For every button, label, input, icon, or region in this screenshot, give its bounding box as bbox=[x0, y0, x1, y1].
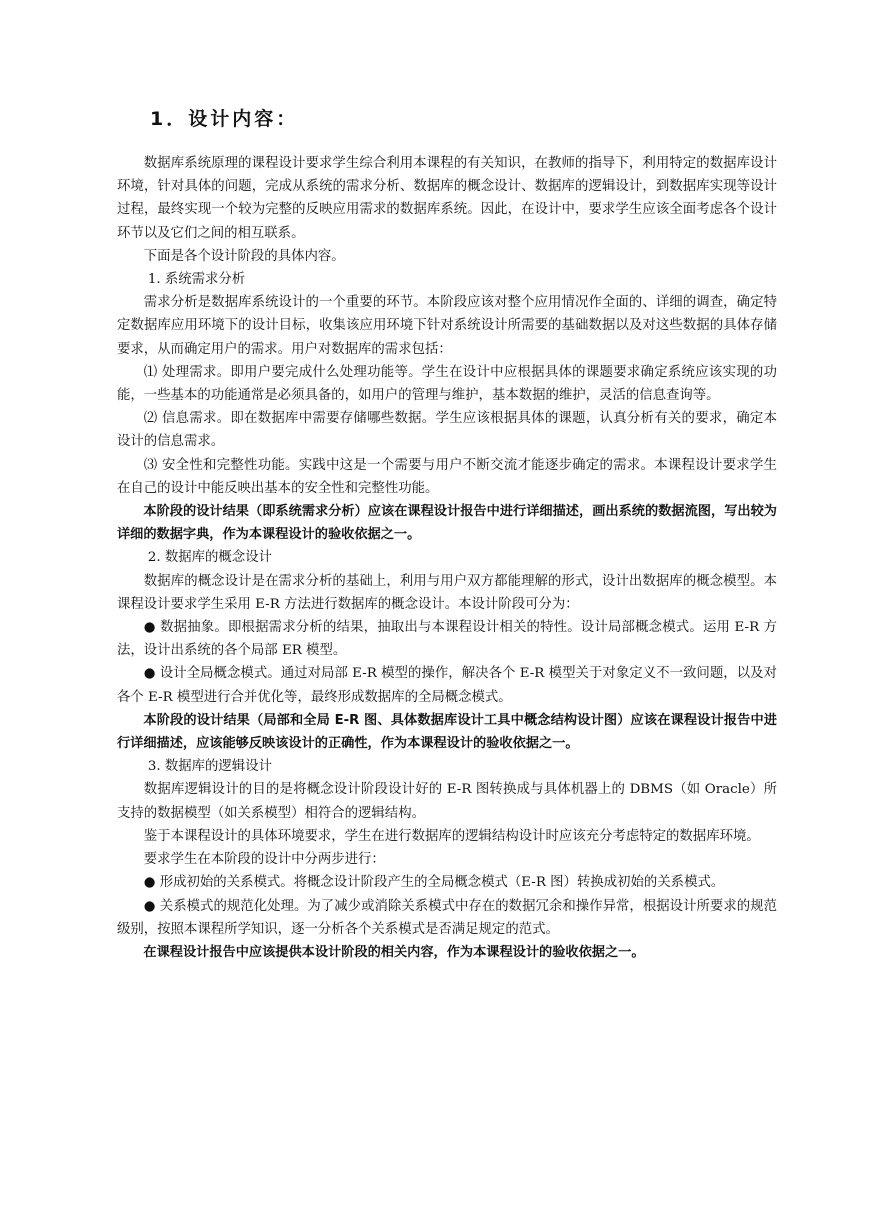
paragraph-stages: 下面是各个设计阶段的具体内容。 bbox=[143, 248, 345, 264]
bullet-normalization: ● 关系模式的规范化处理。为了减少或消除关系模式中存在的数据冗余和操作异常，根据设计所要求的规范级别，按照本课程所学知识，逐一分析各个关系模式是否满足规定的范式。 bbox=[117, 898, 777, 937]
paragraph-processing-needs: ⑴ 处理需求。即用户要完成什么处理功能等。学生在设计中应根据具体的课题要求确定系统应该实现的功能，一些基本的功能通常是必须具备的，如用户的管理与维护，基本数据的维护，灵活的信息查询等。 bbox=[117, 364, 777, 404]
paragraph-logical-environment: 鉴于本课程设计的具体环境要求，学生在进行数据库的逻辑结构设计时应该充分考虑特定的数据库环境。 bbox=[143, 828, 760, 844]
paragraph-logical: 数据库逻辑设计的目的是将概念设计阶段设计好的 E-R 图转换成与具体机器上的 DBMS（如 Oracle）所支持的数据模型（如关系模型）相符合的逻辑结构。 bbox=[117, 782, 777, 821]
paragraph-logical-deliverable: 在课程设计报告中应该提供本设计阶段的相关内容，作为本课程设计的验收依据之一。 bbox=[143, 944, 645, 960]
paragraph-information-needs: ⑵ 信息需求。即在数据库中需要存储哪些数据。学生应该根据具体的课题，认真分析有关的要求，确定本设计的信息需求。 bbox=[117, 411, 777, 450]
bullet-global-schema: ● 设计全局概念模式。通过对局部 E-R 模型的操作，解决各个 E-R 模型关于对象定义不一致问题，以及对各个 E-R 模型进行合并优化等，最终形成数据库的全局概念模式。 bbox=[117, 666, 777, 705]
section-heading: 1．设计内容： bbox=[150, 108, 299, 130]
subheading-conceptual: 2. 数据库的概念设计 bbox=[147, 550, 272, 566]
document-body bbox=[117, 152, 777, 964]
subheading-logical: 3. 数据库的逻辑设计 bbox=[147, 759, 272, 775]
paragraph-requirements: 需求分析是数据库系统设计的一个重要的环节。本阶段应该对整个应用情况作全面的、详细的调查，确定特定数据库应用环境下的设计目标，收集该应用环境下针对系统设计所需要的基础数据以及对这些数据的具体存储要求，从而确定用户的需求。用户对数据库的需求包括： bbox=[117, 295, 777, 357]
subheading-requirements: 1. 系统需求分析 bbox=[147, 272, 246, 288]
bullet-data-abstraction: ● 数据抽象。即根据需求分析的结果，抽取出与本课程设计相关的特性。设计局部概念模式。运用 E-R 方法，设计出系统的各个局部 ER 模型。 bbox=[117, 620, 777, 659]
paragraph-two-steps: 要求学生在本阶段的设计中分两步进行： bbox=[143, 852, 385, 868]
paragraph-intro: 数据库系统原理的课程设计要求学生综合利用本课程的有关知识，在教师的指导下，利用特定的数据库设计环境，针对具体的问题，完成从系统的需求分析、数据库的概念设计、数据库的逻辑设计，到数据库实现等设计过程，最终实现一个较为完整的反映应用需求的数据库系统。因此，在设计中，要求学生应该全面考虑各个设计环节以及它们之间的相互联系。 bbox=[117, 156, 777, 241]
paragraph-conceptual: 数据库的概念设计是在需求分析的基础上，利用与用户双方都能理解的形式，设计出数据库的概念模型。本课程设计要求学生采用 E-R 方法进行数据库的概念设计。本设计阶段可分为： bbox=[117, 573, 777, 612]
bullet-initial-relations: ● 形成初始的关系模式。将概念设计阶段产生的全局概念模式（E-R 图）转换成初始的关系模式。 bbox=[143, 875, 725, 891]
paragraph-conceptual-deliverable: 本阶段的设计结果（局部和全局 E-R 图、具体数据库设计工具中概念结构设计图）应该在课程设计报告中进行详细描述，应该能够反映该设计的正确性，作为本课程设计的验收依据之一。 bbox=[117, 712, 777, 752]
paragraph-requirements-deliverable: 本阶段的设计结果（即系统需求分析）应该在课程设计报告中进行详细描述，画出系统的数据流图，写出较为详细的数据字典，作为本课程设计的验收依据之一。 bbox=[117, 504, 777, 543]
paragraph-security: ⑶ 安全性和完整性功能。实践中这是一个需要与用户不断交流才能逐步确定的需求。本课程设计要求学生在自己的设计中能反映出基本的安全性和完整性功能。 bbox=[117, 457, 777, 496]
